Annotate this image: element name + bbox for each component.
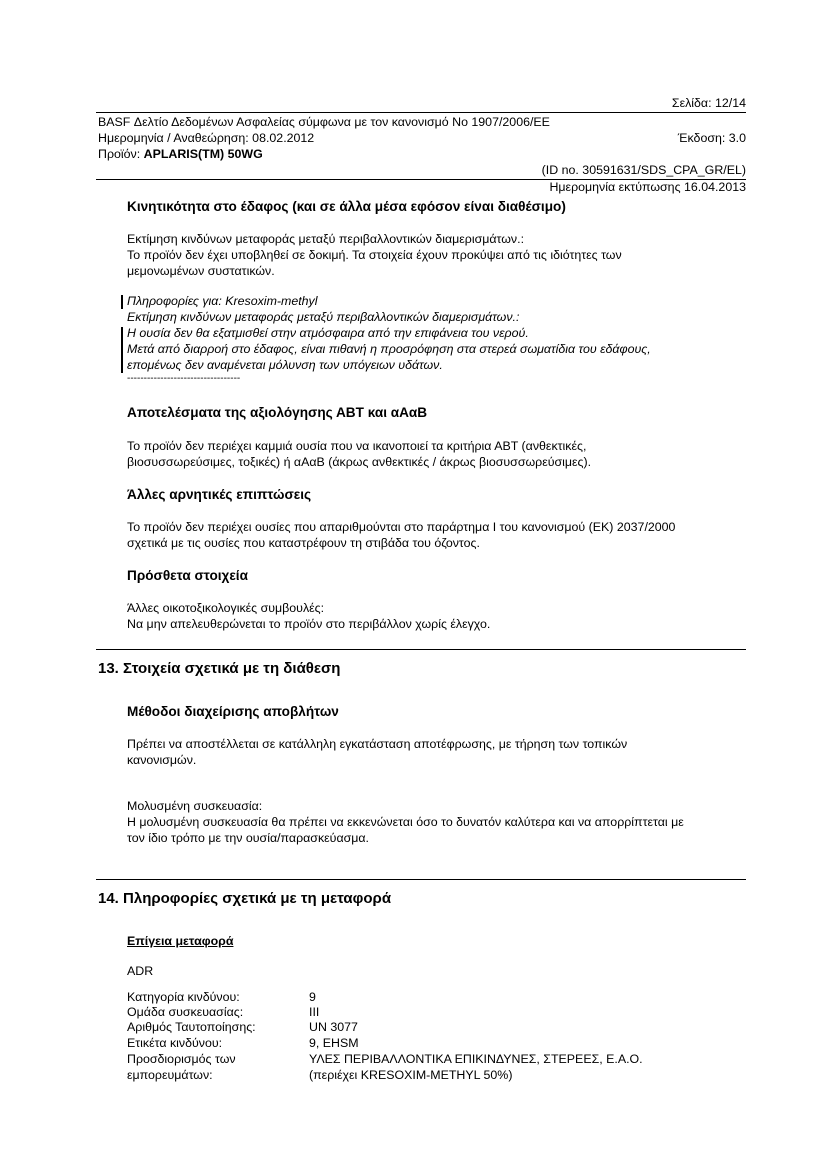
transport-value-1: 9 [309,990,316,1004]
pbt-line-2: βιοσυσσωρεύσιμες, τοξικές) ή αΑαΒ (άκρως ανθεκτικές / άκρως βιοσυσσωρεύσιμες). [127,455,592,469]
waste-methods-heading: Μέθοδοι διαχείρισης αποβλήτων [127,704,339,719]
mobility-heading: Κινητικότητα στο έδαφος (και σε άλλα μέσα εφόσον είναι διαθέσιμο) [127,199,566,214]
other-effects-heading: Άλλες αρνητικές επιπτώσεις [127,487,312,502]
section-13-rule [96,649,746,650]
header-date: Ημερομηνία / Αναθεώρηση: 08.02.2012 [98,131,315,145]
additional-line-2: Να μην απελευθερώνεται το προϊόν στο περιβάλλον χωρίς έλεγχο. [127,617,491,631]
packaging-line-1: Μολυσμένη συσκευασία: [127,799,263,813]
section-14-rule [96,879,746,880]
product-name: APLARIS(TM) 50WG [143,147,263,161]
transport-label-6: εμπορευμάτων: [127,1068,213,1082]
header-title: BASF Δελτίο Δεδομένων Ασφαλείας σύμφωνα με τον κανονισμό Νο 1907/2006/ΕΕ [98,115,550,129]
land-transport-heading: Επίγεια μεταφορά [127,934,234,948]
transport-value-4: 9, EHSM [309,1036,359,1050]
info-line-3: Η ουσία δεν θα εξατμισθεί στην ατμόσφαιρα από την επιφάνεια του νερού. [127,326,529,340]
transport-value-3: UN 3077 [309,1020,358,1034]
transport-label-4: Ετικέτα κινδύνου: [127,1036,223,1050]
other-effects-line-2: σχετικά με τις ουσίες που καταστρέφουν τη στιβάδα του όζοντος. [127,536,480,550]
additional-line-1: Άλλες οικοτοξικολογικές συμβουλές: [127,601,325,615]
product-label: Προϊόν: [98,147,144,161]
adr-label: ADR [127,964,154,978]
info-line-1: Πληροφορίες για: Kresoxim-methyl [127,294,318,308]
dash-separator: ---------------------------------- [127,373,241,384]
transport-value-6: (περιέχει KRESOXIM-METHYL 50%) [309,1068,513,1082]
transport-value-2: III [309,1005,320,1019]
header-id: (ID no. 30591631/SDS_CPA_GR/EL) [541,163,746,177]
section-13-heading: 13. Στοιχεία σχετικά με τη διάθεση [98,660,341,677]
header-rule-top [96,112,746,113]
waste-line-2: κανονισμών. [127,753,197,767]
revision-bar-2 [121,327,123,373]
transport-label-3: Αριθμός Ταυτοποίησης: [127,1020,256,1034]
pbt-line-1: Το προϊόν δεν περιέχει καμμιά ουσία που να ικανοποιεί τα κριτήρια ΑΒΤ (ανθεκτικές, [127,439,587,453]
page-number: Σελίδα: 12/14 [671,96,746,110]
additional-heading: Πρόσθετα στοιχεία [127,568,248,583]
section-14-heading: 14. Πληροφορίες σχετικά με τη μεταφορά [98,890,392,907]
info-line-2: Εκτίμηση κινδύνων μεταφοράς μεταξύ περιβαλλοντικών διαμερισμάτων.: [127,310,520,324]
header-version: Έκδοση: 3.0 [677,131,746,145]
packaging-line-2: Η μολυσμένη συσκευασία θα πρέπει να εκκενώνεται όσο το δυνατόν καλύτερα και να απορρίπτεται με [127,815,684,829]
other-effects-line-1: Το προϊόν δεν περιέχει ουσίες που απαριθμούνται στο παράρτημα I του κανονισμού (ΕΚ) 2037/2000 [127,520,676,534]
header-product [98,147,263,162]
packaging-line-3: τον ίδιο τρόπο με την ουσία/παρασκεύασμα. [127,831,369,845]
mobility-line-1: Εκτίμηση κινδύνων μεταφοράς μεταξύ περιβαλλοντικών διαμερισμάτων.: [127,232,525,246]
transport-label-1: Κατηγορία κινδύνου: [127,990,240,1004]
mobility-line-3: μεμονωμένων συστατικών. [127,264,275,278]
info-line-5: επομένως δεν αναμένεται μόλυνση των υπόγειων υδάτων. [127,358,443,372]
revision-bar-1 [121,295,123,309]
pbt-heading: Αποτελέσματα της αξιολόγησης ΑΒΤ και αΑαΒ [127,405,428,420]
waste-line-1: Πρέπει να αποστέλλεται σε κατάλληλη εγκατάσταση αποτέφρωσης, με τήρηση των τοπικών [127,737,628,751]
transport-label-2: Ομάδα συσκευασίας: [127,1005,244,1019]
header-print-date: Ημερομηνία εκτύπωσης 16.04.2013 [549,180,746,194]
transport-value-5: ΥΛΕΣ ΠΕΡΙΒΑΛΛΟΝΤΙΚΑ ΕΠΙΚΙΝΔΥΝΕΣ, ΣΤΕΡΕΕΣ, Ε.Α.Ο. [309,1052,643,1066]
info-line-4: Μετά από διαρροή στο έδαφος, είναι πιθανή η προσρόφηση στα στερεά σωματίδια του εδάφους, [127,342,651,356]
mobility-line-2: Το προϊόν δεν έχει υποβληθεί σε δοκιμή. Τα στοιχεία έχουν προκύψει από τις ιδιότητες των [127,248,622,262]
transport-label-5: Προσδιορισμός των [127,1052,236,1066]
